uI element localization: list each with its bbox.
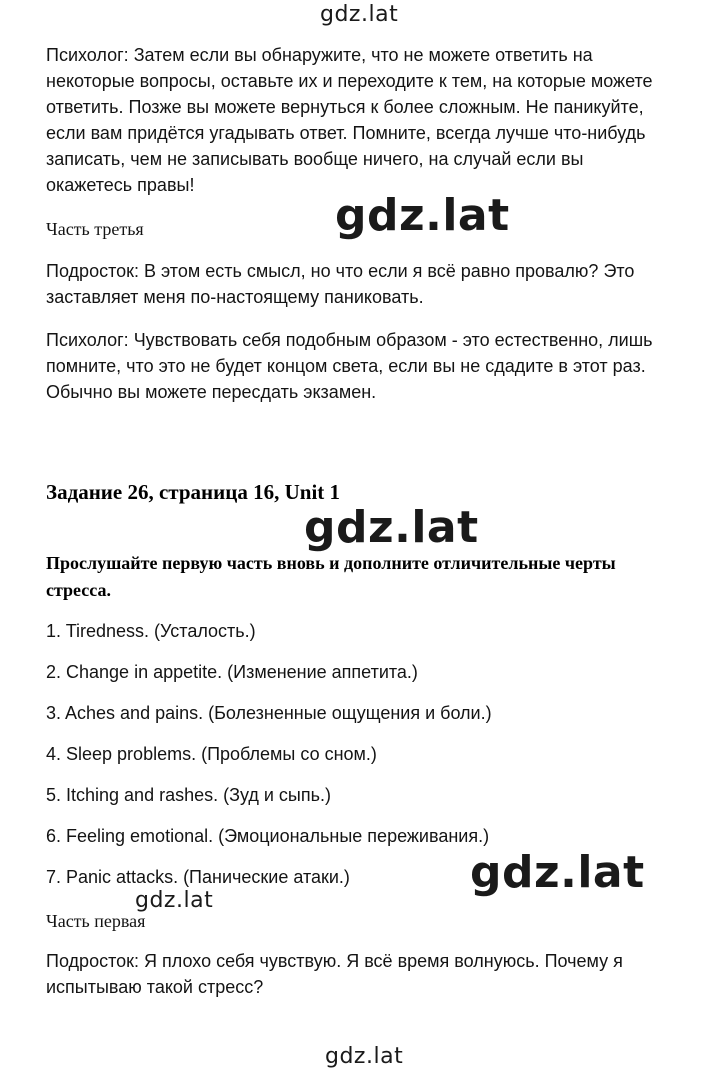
part-three-label: Часть третья [46, 219, 144, 239]
watermark-large-3: gdz.lat [470, 847, 645, 898]
list-item: 4. Sleep problems. (Проблемы со сном.) [46, 744, 377, 764]
list-item: 3. Aches and pains. (Болезненные ощущения и боли.) [46, 703, 492, 723]
task-instruction: Прослушайте первую часть вновь и дополните отличительные черты стресса. [46, 553, 616, 600]
psychologist-paragraph-1: Психолог: Затем если вы обнаружите, что не можете ответить на некоторые вопросы, оставьте их и переходите к тем, на которые можете ответить. Позже вы можете вернуться к более сложным. Не паникуйте, если вам придётся угадывать ответ. Помните, всегда лучше что-нибудь записать, чем не записывать вообще ничего, на случай если вы окажетесь правы! [46, 45, 653, 195]
watermark-small: gdz.lat [135, 888, 214, 913]
watermark-large-2: gdz.lat [304, 502, 479, 553]
watermark-large-1: gdz.lat [335, 190, 510, 241]
part-one-label: Часть первая [46, 911, 146, 931]
teen-paragraph-1: Подросток: В этом есть смысл, но что если я всё равно провалю? Это заставляет меня по-настоящему паниковать. [46, 261, 635, 307]
list-item: 2. Change in appetite. (Изменение аппетита.) [46, 662, 418, 682]
task-heading: Задание 26, страница 16, Unit 1 [46, 480, 341, 504]
teen-paragraph-2: Подросток: Я плохо себя чувствую. Я всё время волнуюсь. Почему я испытываю такой стресс? [46, 951, 623, 997]
list-item: 6. Feeling emotional. (Эмоциональные переживания.) [46, 826, 490, 846]
list-item: 1. Tiredness. (Усталость.) [46, 621, 256, 641]
psychologist-paragraph-2: Психолог: Чувствовать себя подобным образом - это естественно, лишь помните, что это не будет концом света, если вы не сдадите в этот раз. Обычно вы можете пересдать экзамен. [46, 330, 653, 402]
watermark-top: gdz.lat [320, 2, 399, 27]
list-item: 7. Panic attacks. (Панические атаки.) [46, 867, 350, 887]
watermark-bottom: gdz.lat [325, 1044, 404, 1069]
list-item: 5. Itching and rashes. (Зуд и сыпь.) [46, 785, 331, 805]
